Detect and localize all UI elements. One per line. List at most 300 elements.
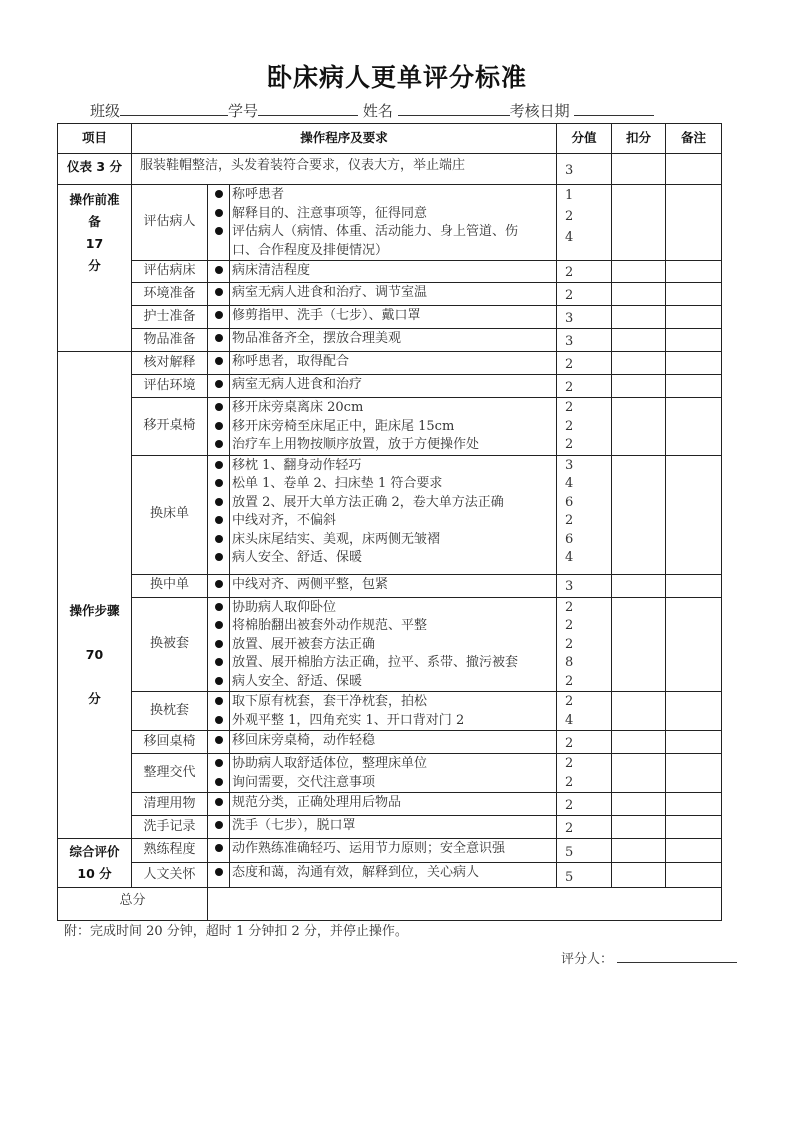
deduction-cell[interactable]	[612, 352, 666, 375]
table-row	[58, 261, 722, 283]
requirement-item: 病床清洁程度	[232, 263, 311, 278]
requirement-item: 病室无病人进食和治疗	[232, 377, 363, 392]
score-value	[557, 398, 612, 456]
bullet-column	[208, 731, 230, 754]
score-line: 2	[565, 287, 574, 303]
score-line: 2	[565, 756, 574, 771]
bullet-column	[208, 329, 230, 352]
requirement-item: 评估病人（病情、体重、活动能力、身上管道、伤	[232, 224, 519, 239]
category-cell	[58, 185, 132, 352]
requirement-list	[230, 329, 557, 352]
requirement-list	[230, 816, 557, 839]
requirement-item: 病人安全、舒适、保暖	[232, 550, 363, 565]
category-cell	[58, 352, 132, 839]
score-line: 2	[565, 735, 574, 751]
bullet-line	[208, 549, 229, 568]
bullet-column	[208, 754, 230, 793]
requirement-item: 病室无病人进食和治疗、调节室温	[232, 285, 428, 300]
bullet-line	[208, 436, 229, 455]
score-line: 4	[565, 550, 574, 565]
requirement-item: 中线对齐，不偏斜	[232, 513, 337, 528]
requirement-list	[230, 352, 557, 375]
bullet-icon	[215, 658, 223, 666]
date-label: 考核日期	[509, 102, 570, 120]
bullet-line	[208, 531, 229, 550]
score-value	[557, 863, 612, 888]
remarks-cell[interactable]	[666, 398, 722, 456]
requirement-item: 修剪指甲、洗手（七步）、戴口罩	[232, 308, 421, 323]
step-name: 洗手记录	[132, 816, 208, 839]
score-line: 5	[565, 844, 574, 860]
bullet-icon	[215, 677, 223, 685]
category-appearance: 仪表 3 分	[58, 154, 132, 185]
bullet-icon	[215, 580, 223, 588]
bullet-icon	[215, 621, 223, 629]
score-value	[557, 329, 612, 352]
score-line: 2	[565, 418, 574, 434]
remarks-cell[interactable]	[666, 306, 722, 329]
bullet-column	[208, 455, 230, 574]
step-name: 换被套	[132, 597, 208, 692]
score-value	[557, 261, 612, 283]
step-name: 移回桌椅	[132, 731, 208, 754]
remarks-cell[interactable]	[666, 455, 722, 574]
step-name: 物品准备	[132, 329, 208, 352]
bullet-column	[208, 863, 230, 888]
category-label-line: 70	[85, 647, 104, 662]
requirement-list	[230, 574, 557, 597]
bullet-line	[208, 732, 229, 751]
table-row	[58, 692, 722, 731]
table-row	[58, 839, 722, 863]
bullet-icon	[215, 190, 223, 198]
bullet-line	[208, 636, 229, 655]
score-table	[57, 123, 722, 921]
requirement-list	[230, 597, 557, 692]
deduction-cell[interactable]	[612, 731, 666, 754]
category-label-line: 分	[88, 258, 101, 273]
info-line	[90, 100, 654, 121]
bullet-icon	[215, 311, 223, 319]
table-row	[58, 352, 722, 375]
table-row	[58, 863, 722, 888]
requirement-item: 规范分类，正确处理用后物品	[232, 795, 402, 810]
remarks-cell[interactable]	[666, 863, 722, 888]
bullet-icon	[215, 844, 223, 852]
bullet-line	[208, 307, 229, 326]
bullet-column	[208, 839, 230, 863]
requirement-item: 放置 2、展开大单方法正确 2，卷大单方法正确	[232, 494, 504, 510]
score-line: 2	[565, 820, 574, 836]
remarks-cell[interactable]	[666, 574, 722, 597]
requirement-item: 动作熟练准确轻巧、运用节力原则；安全意识强	[232, 841, 506, 856]
bullet-icon	[215, 498, 223, 506]
remarks-cell[interactable]	[666, 839, 722, 863]
bullet-column	[208, 574, 230, 597]
appearance-requirement: 服装鞋帽整洁，头发着装符合要求，仪表大方，举止端庄	[132, 154, 557, 185]
requirement-item: 协助病人取舒适体位，整理床单位	[232, 756, 428, 771]
score-line: 3	[565, 579, 574, 594]
deduction-cell[interactable]	[612, 185, 666, 261]
bullet-icon	[215, 553, 223, 561]
table-row	[58, 816, 722, 839]
requirement-item: 移开床旁桌离床 20cm	[232, 400, 364, 415]
bullet-line	[208, 262, 229, 281]
deduction-cell[interactable]	[612, 398, 666, 456]
total-row	[58, 888, 722, 921]
requirement-item: 称呼患者	[232, 187, 285, 202]
remarks-cell[interactable]	[666, 375, 722, 398]
deduction-cell[interactable]	[612, 261, 666, 283]
category-label-line: 分	[88, 691, 101, 706]
score-line: 2	[565, 673, 574, 689]
score-value	[557, 754, 612, 793]
requirement-item: 询问需要，交代注意事项	[232, 774, 376, 790]
remarks-cell[interactable]	[666, 597, 722, 692]
bullet-line	[208, 599, 229, 618]
step-name: 评估环境	[132, 375, 208, 398]
category-label-line: 备	[88, 214, 101, 229]
bullet-icon	[215, 209, 223, 217]
remarks-cell[interactable]	[666, 816, 722, 839]
score-line: 8	[565, 655, 574, 670]
total-label: 总分	[58, 888, 208, 921]
requirement-item: 称呼患者，取得配合	[232, 354, 350, 369]
header-procedure: 操作程序及要求	[132, 124, 557, 154]
bullet-line	[208, 475, 229, 494]
bullet-icon	[215, 868, 223, 876]
score-line: 3	[565, 333, 574, 349]
footnote: 附：完成时间 20 分钟，超时 1 分钟扣 2 分，并停止操作。	[64, 924, 408, 939]
category-label-line: 操作步骤	[69, 603, 120, 618]
step-name: 环境准备	[132, 283, 208, 306]
requirement-item: 将棉胎翻出被套外动作规范、平整	[232, 618, 428, 633]
bullet-line	[208, 418, 229, 437]
table-row	[58, 329, 722, 352]
id-field[interactable]	[258, 101, 358, 116]
bullet-column	[208, 283, 230, 306]
score-line: 2	[565, 513, 574, 528]
requirement-item: 放置、展开棉胎方法正确，拉平、系带、撤污被套	[232, 655, 519, 670]
remarks-cell[interactable]	[666, 261, 722, 283]
requirement-list	[230, 398, 557, 456]
deduction-cell[interactable]	[612, 455, 666, 574]
score-value	[557, 455, 612, 574]
score-line: 2	[565, 636, 574, 652]
bullet-icon	[215, 697, 223, 705]
category-label-line	[58, 666, 131, 688]
bullet-icon	[215, 227, 223, 235]
requirement-item: 移开床旁椅至床尾正中，距床尾 15cm	[232, 418, 455, 434]
remarks-cell[interactable]	[666, 185, 722, 261]
class-field[interactable]	[120, 101, 228, 116]
step-name: 换床单	[132, 455, 208, 574]
table-row	[58, 398, 722, 456]
requirement-list	[230, 283, 557, 306]
category-label-line	[58, 622, 131, 644]
score-line: 1	[565, 188, 574, 203]
bullet-icon	[215, 603, 223, 611]
requirement-item: 病人安全、舒适、保暖	[232, 673, 363, 689]
remarks-cell[interactable]	[666, 154, 722, 185]
requirement-item: 洗手（七步），脱口罩	[232, 818, 356, 833]
bullet-column	[208, 398, 230, 456]
score-line: 2	[565, 599, 574, 615]
requirement-list	[230, 185, 557, 261]
bullet-icon	[215, 798, 223, 806]
bullet-line	[208, 673, 229, 692]
requirement-list	[230, 692, 557, 731]
table-row	[58, 754, 722, 793]
score-line: 2	[565, 379, 574, 395]
deduction-cell[interactable]	[612, 329, 666, 352]
requirement-item: 外观平整 1，四角充实 1、开口背对门 2	[232, 712, 465, 728]
remarks-cell[interactable]	[666, 352, 722, 375]
score-line: 2	[565, 356, 574, 372]
bullet-line	[208, 457, 229, 476]
score-line: 2	[565, 400, 574, 415]
bullet-column	[208, 185, 230, 261]
bullet-line	[208, 242, 229, 261]
deduction-cell[interactable]	[612, 306, 666, 329]
bullet-icon	[215, 479, 223, 487]
score-line: 2	[565, 797, 574, 813]
category-label-line: 综合评价	[69, 844, 120, 859]
table-row	[58, 455, 722, 574]
score-line: 4	[565, 476, 574, 491]
requirement-item: 治疗车上用物按顺序放置，放于方便操作处	[232, 437, 480, 452]
bullet-icon	[215, 288, 223, 296]
step-name: 整理交代	[132, 754, 208, 793]
bullet-icon	[215, 778, 223, 786]
bullet-column	[208, 597, 230, 692]
score-value	[557, 283, 612, 306]
remarks-cell[interactable]	[666, 754, 722, 793]
score-value	[557, 352, 612, 375]
table-header-row	[58, 124, 722, 154]
step-name: 移开桌椅	[132, 398, 208, 456]
id-label: 学号	[228, 102, 259, 120]
deduction-cell[interactable]	[612, 816, 666, 839]
name-field[interactable]	[398, 101, 510, 116]
bullet-line	[208, 186, 229, 205]
requirement-item: 口、合作程度及排便情况）	[232, 242, 389, 258]
score-value	[557, 793, 612, 816]
requirement-list	[230, 455, 557, 574]
score-value	[557, 731, 612, 754]
bullet-icon	[215, 461, 223, 469]
bullet-icon	[215, 334, 223, 342]
step-name: 核对解释	[132, 352, 208, 375]
category-label-line: 操作前准	[69, 192, 120, 207]
table-row	[58, 597, 722, 692]
bullet-line	[208, 654, 229, 673]
score-line: 3	[565, 457, 574, 473]
table-row	[58, 154, 722, 185]
remarks-cell[interactable]	[666, 731, 722, 754]
step-name: 清理用物	[132, 793, 208, 816]
requirement-list	[230, 863, 557, 888]
bullet-icon	[215, 516, 223, 524]
bullet-line	[208, 205, 229, 224]
deduction-cell[interactable]	[612, 863, 666, 888]
requirement-list	[230, 793, 557, 816]
requirement-list	[230, 731, 557, 754]
deduction-cell[interactable]	[612, 597, 666, 692]
step-name: 人文关怀	[132, 863, 208, 888]
category-label-line: 17	[85, 236, 104, 251]
score-line: 4	[565, 230, 574, 245]
requirement-list	[230, 839, 557, 863]
score-line: 2	[565, 694, 574, 709]
bullet-icon	[215, 422, 223, 430]
requirement-item: 态度和蔼，沟通有效，解释到位，关心病人	[232, 865, 480, 880]
score-line: 2	[565, 774, 574, 790]
bullet-icon	[215, 736, 223, 744]
bullet-line	[208, 693, 229, 712]
requirement-list	[230, 754, 557, 793]
remarks-cell[interactable]	[666, 793, 722, 816]
requirement-list	[230, 306, 557, 329]
score-line: 2	[565, 437, 574, 452]
bullet-column	[208, 816, 230, 839]
bullet-column	[208, 375, 230, 398]
step-name: 评估病床	[132, 261, 208, 283]
bullet-line	[208, 353, 229, 372]
deduction-cell[interactable]	[612, 839, 666, 863]
class-label: 班级	[90, 102, 121, 120]
score-value	[557, 692, 612, 731]
table-row	[58, 731, 722, 754]
header-remarks: 备注	[666, 124, 722, 154]
bullet-icon	[215, 821, 223, 829]
category-cell	[58, 839, 132, 888]
requirement-item: 松单 1、卷单 2、扫床垫 1 符合要求	[232, 476, 443, 491]
deduction-cell[interactable]	[612, 283, 666, 306]
table-row	[58, 793, 722, 816]
score-value	[557, 816, 612, 839]
step-name: 评估病人	[132, 185, 208, 261]
bullet-icon	[215, 535, 223, 543]
deduction-cell[interactable]	[612, 375, 666, 398]
total-value-cell[interactable]	[208, 888, 722, 921]
bullet-line	[208, 817, 229, 836]
bullet-column	[208, 352, 230, 375]
score-line: 6	[565, 531, 574, 547]
bullet-line	[208, 712, 229, 731]
bullet-icon	[215, 380, 223, 388]
requirement-item: 床头床尾结实、美观，床两侧无皱褶	[232, 531, 441, 547]
requirement-item: 取下原有枕套，套干净枕套，拍松	[232, 694, 428, 709]
remarks-cell[interactable]	[666, 329, 722, 352]
score-value: 3	[557, 154, 612, 185]
category-label-line: 10 分	[77, 866, 112, 881]
page-title: 卧床病人更单评分标准	[266, 63, 527, 92]
step-name: 换枕套	[132, 692, 208, 731]
requirement-item: 物品准备齐全，摆放合理美观	[232, 331, 402, 346]
bullet-line	[208, 755, 229, 774]
requirement-item: 中线对齐、两侧平整，包紧	[232, 576, 389, 592]
bullet-icon	[215, 266, 223, 274]
bullet-icon	[215, 640, 223, 648]
score-line: 2	[565, 264, 574, 280]
score-line: 2	[565, 618, 574, 633]
bullet-line	[208, 864, 229, 883]
requirement-item: 移回床旁桌椅，动作轻稳	[232, 733, 376, 748]
bullet-icon	[215, 716, 223, 724]
requirement-list	[230, 375, 557, 398]
requirement-item: 解释目的、注意事项等，征得同意	[232, 205, 428, 221]
scorer-label: 评分人：	[561, 952, 614, 967]
bullet-line	[208, 840, 229, 859]
bullet-line	[208, 223, 229, 242]
requirement-list	[230, 261, 557, 283]
deduction-cell[interactable]	[612, 692, 666, 731]
bullet-column	[208, 692, 230, 731]
bullet-line	[208, 330, 229, 349]
score-line: 3	[565, 310, 574, 326]
scorer-field[interactable]	[617, 950, 737, 963]
score-value	[557, 375, 612, 398]
bullet-line	[208, 512, 229, 531]
bullet-line	[208, 284, 229, 303]
header-score: 分值	[557, 124, 612, 154]
bullet-line	[208, 774, 229, 793]
bullet-column	[208, 306, 230, 329]
table-row	[58, 306, 722, 329]
score-line: 2	[565, 209, 574, 224]
bullet-column	[208, 261, 230, 283]
header-item: 项目	[58, 124, 132, 154]
score-line: 6	[565, 494, 574, 510]
bullet-line	[208, 617, 229, 636]
header-deduction: 扣分	[612, 124, 666, 154]
bullet-line	[208, 376, 229, 395]
date-field[interactable]	[574, 101, 654, 116]
table-row	[58, 375, 722, 398]
bullet-line	[208, 494, 229, 513]
deduction-cell[interactable]	[612, 793, 666, 816]
score-value	[557, 839, 612, 863]
table-row	[58, 185, 722, 261]
score-value	[557, 306, 612, 329]
bullet-icon	[215, 440, 223, 448]
step-name: 熟练程度	[132, 839, 208, 863]
score-value	[557, 597, 612, 692]
bullet-icon	[215, 759, 223, 767]
deduction-cell[interactable]	[612, 754, 666, 793]
name-label: 姓名	[362, 102, 393, 120]
requirement-item: 协助病人取仰卧位	[232, 599, 337, 615]
requirement-item: 移枕 1、翻身动作轻巧	[232, 457, 362, 473]
deduction-cell[interactable]	[612, 574, 666, 597]
step-name: 换中单	[132, 574, 208, 597]
bullet-icon	[215, 357, 223, 365]
table-row	[58, 574, 722, 597]
score-value	[557, 185, 612, 261]
bullet-icon	[215, 403, 223, 411]
table-row	[58, 283, 722, 306]
bullet-line	[208, 399, 229, 418]
bullet-line	[208, 576, 229, 595]
score-value	[557, 574, 612, 597]
bullet-line	[208, 794, 229, 813]
remarks-cell[interactable]	[666, 283, 722, 306]
deduction-cell[interactable]	[612, 154, 666, 185]
score-line: 5	[565, 869, 574, 885]
remarks-cell[interactable]	[666, 692, 722, 731]
bullet-column	[208, 793, 230, 816]
